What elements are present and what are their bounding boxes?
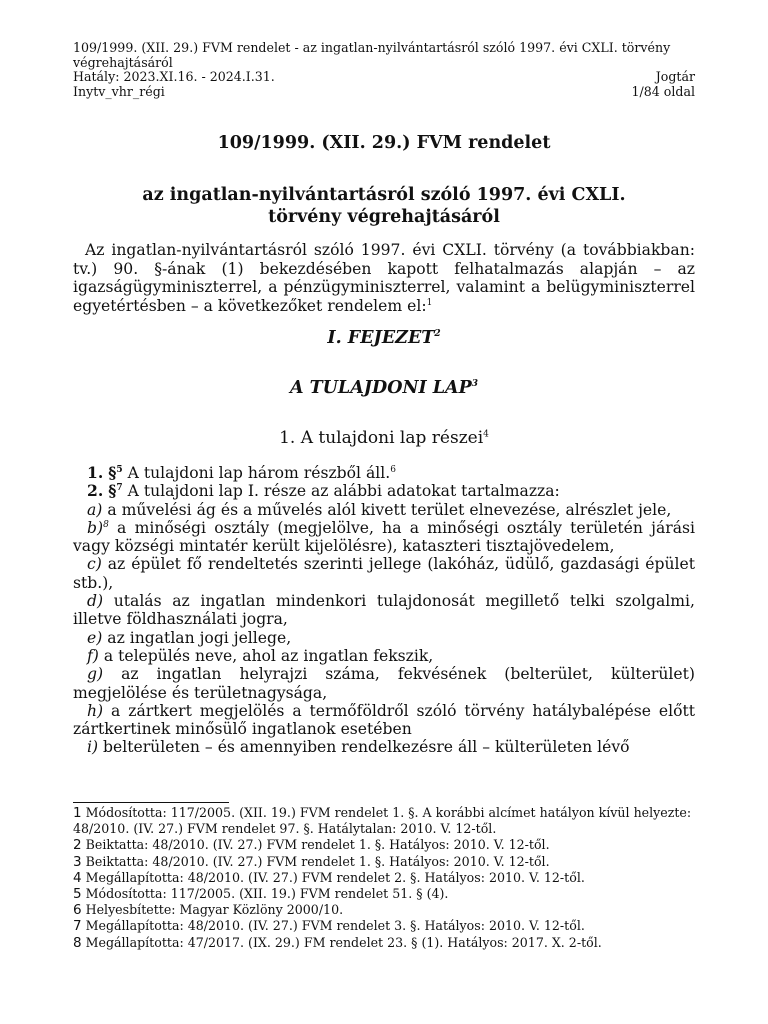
preamble-text: Az ingatlan-nyilvántartásról szóló 1997. évi CXLI. törvény (a továbbiakban: tv.) 90. §-ának (1) bekezdésében kapott felhatalmazás alapján – az igazságügyminiszterrel, a pénzügyminiszterrel, valamint a belügyminiszterrel egyetértésben – a következőket rendelem el: [73,241,695,315]
footnote-text: Megállapította: 48/2010. (IV. 27.) FVM rendelet 2. §. Hatályos: 2010. V. 12-től. [85,869,585,885]
footnote-number: 7 [73,918,82,935]
footnotes [73,805,695,951]
footnote-ref[interactable]: 3 [471,379,479,390]
header-validity: Hatály: 2023.XI.16. - 2024.I.31. [73,69,275,85]
footnote-number: 5 [73,886,82,903]
point-letter: h) [87,701,104,720]
point-letter: b) [87,518,104,537]
footnote [73,935,695,951]
header-document-title: 109/1999. (XII. 29.) FVM rendelet - az ingatlan-nyilvántartásról szóló 1997. évi CXLI. törvény végrehajtásáról [73,40,671,70]
section-sign: § [108,481,117,501]
point-letter: c) [87,555,102,574]
paragraph-1 [73,464,695,482]
subsection-label: 1. A tulajdoni lap részei [279,428,484,448]
subsection-heading [73,428,695,448]
paragraph-number: 1. [87,463,104,482]
footnote-ref[interactable]: 1 [426,297,433,308]
footnote-ref[interactable]: 5 [116,464,123,475]
footnote-ref[interactable]: 8 [103,519,109,530]
paragraph-text: A tulajdoni lap három részből áll. [122,464,391,482]
point-g [73,665,695,702]
point-letter: g) [87,665,104,684]
point-i [73,738,695,756]
point-text: utalás az ingatlan mindenkori tulajdonosát megillető telki szolgalmi, illetve földhasználati jogra, [73,592,695,629]
footnote-text: Megállapította: 47/2017. (IX. 29.) FM rendelet 23. § (1). Hatályos: 2017. X. 2-től. [85,934,602,950]
footnote-number: 8 [73,934,82,951]
chapter-label: I. FEJEZET [327,328,435,348]
footnote [73,854,695,870]
footnote-text: Helyesbítette: Magyar Közlöny 2000/10. [85,902,344,918]
footnote [73,837,695,853]
chapter-heading [73,328,695,348]
footnote [73,918,695,934]
point-c [73,555,695,592]
footnote-number: 4 [73,869,82,886]
paragraph-2 [73,482,695,500]
page-header [73,41,695,99]
point-d [73,592,695,629]
footnote-number: 3 [73,853,82,870]
point-letter: i) [87,738,99,757]
point-text: az épület fő rendeltetés szerinti jellege (lakóház, üdülő, gazdasági épület stb.), [73,555,695,592]
point-letter: a) [87,500,103,519]
point-a [73,501,695,519]
footnote-text: Megállapította: 48/2010. (IV. 27.) FVM rendelet 3. §. Hatályos: 2010. V. 12-től. [85,918,585,934]
point-text: a minőségi osztály (megjelölve, ha a minőségi osztály területén járási vagy községi mintatér került kijelölésre), kataszteri tisztajövedelem, [73,518,695,556]
footnote-text: Beiktatta: 48/2010. (IV. 27.) FVM rendelet 1. §. Hatályos: 2010. V. 12-től. [85,837,550,853]
point-e [73,629,695,647]
point-letter: e) [87,628,103,647]
point-letter: f) [87,646,99,665]
point-text: az ingatlan helyrajzi száma, fekvésének (belterület, külterület) megjelölése és területnagysága, [73,665,695,702]
point-b [73,519,695,556]
document-title: 109/1999. (XII. 29.) FVM rendelet [217,133,551,153]
point-text: a művelési ág és a művelés alól kivett terület elnevezése, alrészlet jele, [102,500,672,519]
footnote-text: Beiktatta: 48/2010. (IV. 27.) FVM rendelet 1. §. Hatályos: 2010. V. 12-től. [85,853,550,869]
subtitle-line-2: törvény végrehajtásáról [268,207,500,227]
footnote [73,870,695,886]
document-body [73,464,695,757]
section-sign: § [108,463,117,482]
point-text: a zártkert megjelölés a termőföldről szóló törvény hatálybalépése előtt zártkertinek minősülő ingatlanok esetében [73,701,695,739]
footnote [73,805,695,837]
header-publisher: Jogtár [655,69,695,85]
point-letter: d) [87,592,104,611]
footnote [73,902,695,918]
section-label: A TULAJDONI LAP [289,378,472,398]
footnote-number: 1 [73,805,82,821]
footnote-ref[interactable]: 7 [116,483,123,494]
section-heading [73,378,695,398]
paragraph-number: 2. [87,481,104,501]
paragraph-text: A tulajdoni lap I. része az alábbi adatokat tartalmazza: [122,482,560,501]
footnote-text: Módosította: 117/2005. (XII. 19.) FVM rendelet 1. §. A korábbi alcímet hatályon kívül helyezte: 48/2010. (IV. 27.) FVM rendelet 97. §. Hatálytalan: 2010. V. 12-től. [73,805,692,837]
footnote-text: Módosította: 117/2005. (XII. 19.) FVM rendelet 51. § (4). [85,886,449,902]
footnote-ref[interactable]: 2 [434,329,441,340]
header-document-id: Inytv_vhr_régi [73,83,165,99]
point-text: az ingatlan jogi jellege, [102,628,292,647]
document-subtitle [73,184,695,228]
point-text: a település neve, ahol az ingatlan fekszik, [98,646,434,665]
footnote-ref[interactable]: 4 [483,429,489,440]
footnote [73,886,695,902]
header-page-number: 1/84 oldal [631,83,695,99]
footnote-divider [73,802,229,803]
footnote-number: 6 [73,902,82,919]
point-f [73,647,695,665]
subtitle-line-1: az ingatlan-nyilvántartásról szóló 1997. évi CXLI. [142,185,626,205]
point-h [73,702,695,739]
footnote-number: 2 [73,837,82,854]
footnote-ref[interactable]: 6 [390,464,396,475]
point-text: belterületen – és amennyiben rendelkezésre áll – külterületen lévő [98,738,630,757]
preamble [73,241,695,315]
